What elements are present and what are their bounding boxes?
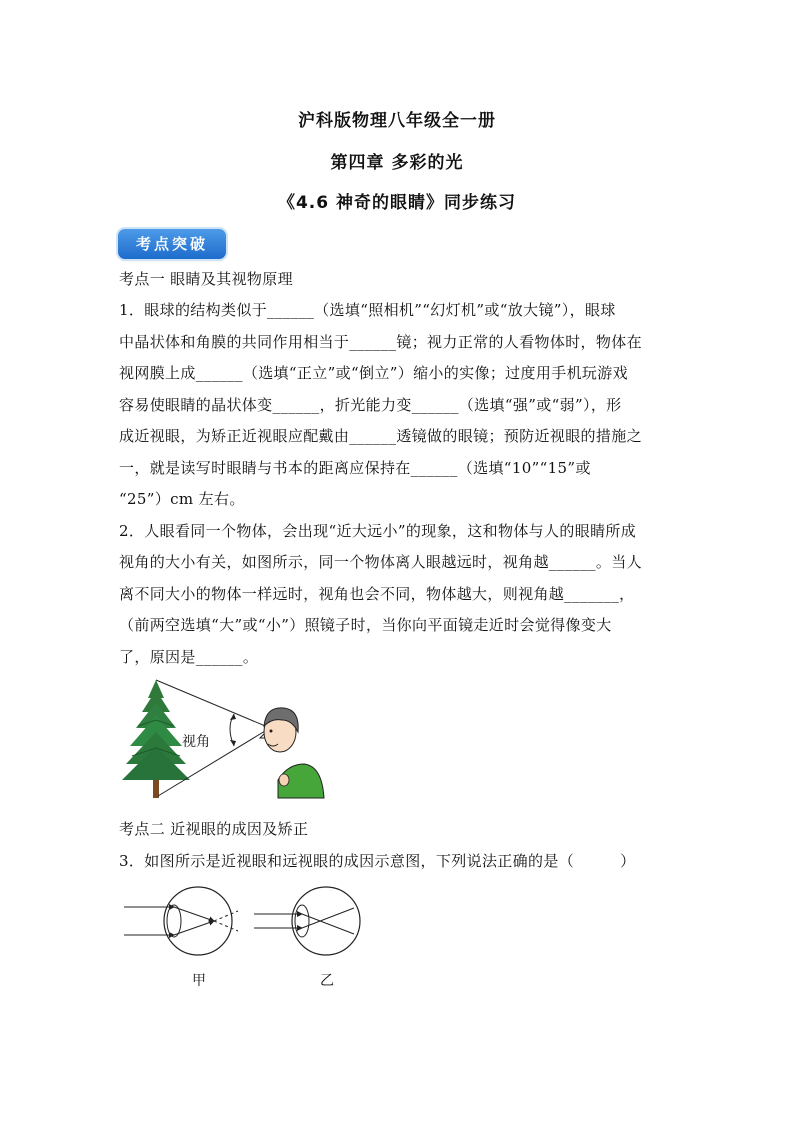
q2-line: （前两空选填“大”或“小”）照镜子时，当你向平面镜走近时会觉得像变大	[119, 616, 612, 634]
q1-line: 一，就是读写时眼睛与书本的距离应保持在______（选填“10”“15”或	[119, 459, 591, 477]
label-jia: 甲	[192, 973, 206, 989]
book-title: 沪科版物理八年级全一册	[298, 111, 496, 131]
q1-line: 容易使眼睛的晶状体变______，折光能力变______（选填“强”或“弱”），形	[119, 396, 622, 414]
q2-line: 视角的大小有关，如图所示，同一个物体离人眼越远时，视角越______。当人	[119, 553, 642, 571]
figure-label: 视角	[182, 734, 210, 750]
q1-line: “25”）cm 左右。	[119, 490, 245, 508]
section2-heading: 考点二 近视眼的成因及矫正	[119, 820, 309, 838]
eye-diagrams	[118, 884, 368, 994]
q3-line: 3．如图所示是近视眼和远视眼的成因示意图，下列说法正确的是（ ）	[119, 852, 636, 870]
q1-line: 成近视眼，为矫正近视眼应配戴由______透镜做的眼镜；预防近视眼的措施之	[119, 427, 642, 445]
tree-icon	[122, 680, 190, 798]
q2-line: 了，原因是______。	[119, 648, 259, 666]
chapter-title: 第四章 多彩的光	[330, 153, 464, 173]
q2-line: 2．人眼看同一个物体，会出现“近大远小”的现象，这和物体与人的眼睛所成	[119, 522, 637, 540]
q1-line: 1．眼球的结构类似于______（选填“照相机”“幻灯机”或“放大镜”），眼球	[119, 301, 616, 319]
label-yi: 乙	[320, 973, 334, 989]
hyperopia-eye-diagram	[254, 887, 360, 955]
q1-line: 中晶状体和角膜的共同作用相当于______镜；视力正常的人看物体时，物体在	[119, 333, 642, 351]
section1-heading: 考点一 眼睛及其视物原理	[119, 270, 293, 288]
boy-icon	[260, 708, 324, 798]
q1-line: 视网膜上成______（选填“正立”或“倒立”）缩小的实像；过度用手机玩游戏	[119, 364, 628, 382]
section-badge: 考点突破	[118, 229, 226, 259]
q2-line: 离不同大小的物体一样远时，视角也会不同，物体越大，则视角越_______，	[119, 585, 635, 603]
lesson-title: 《4.6 神奇的眼睛》同步练习	[277, 193, 517, 213]
myopia-eye-diagram	[124, 887, 238, 955]
visual-angle-figure	[118, 676, 330, 804]
